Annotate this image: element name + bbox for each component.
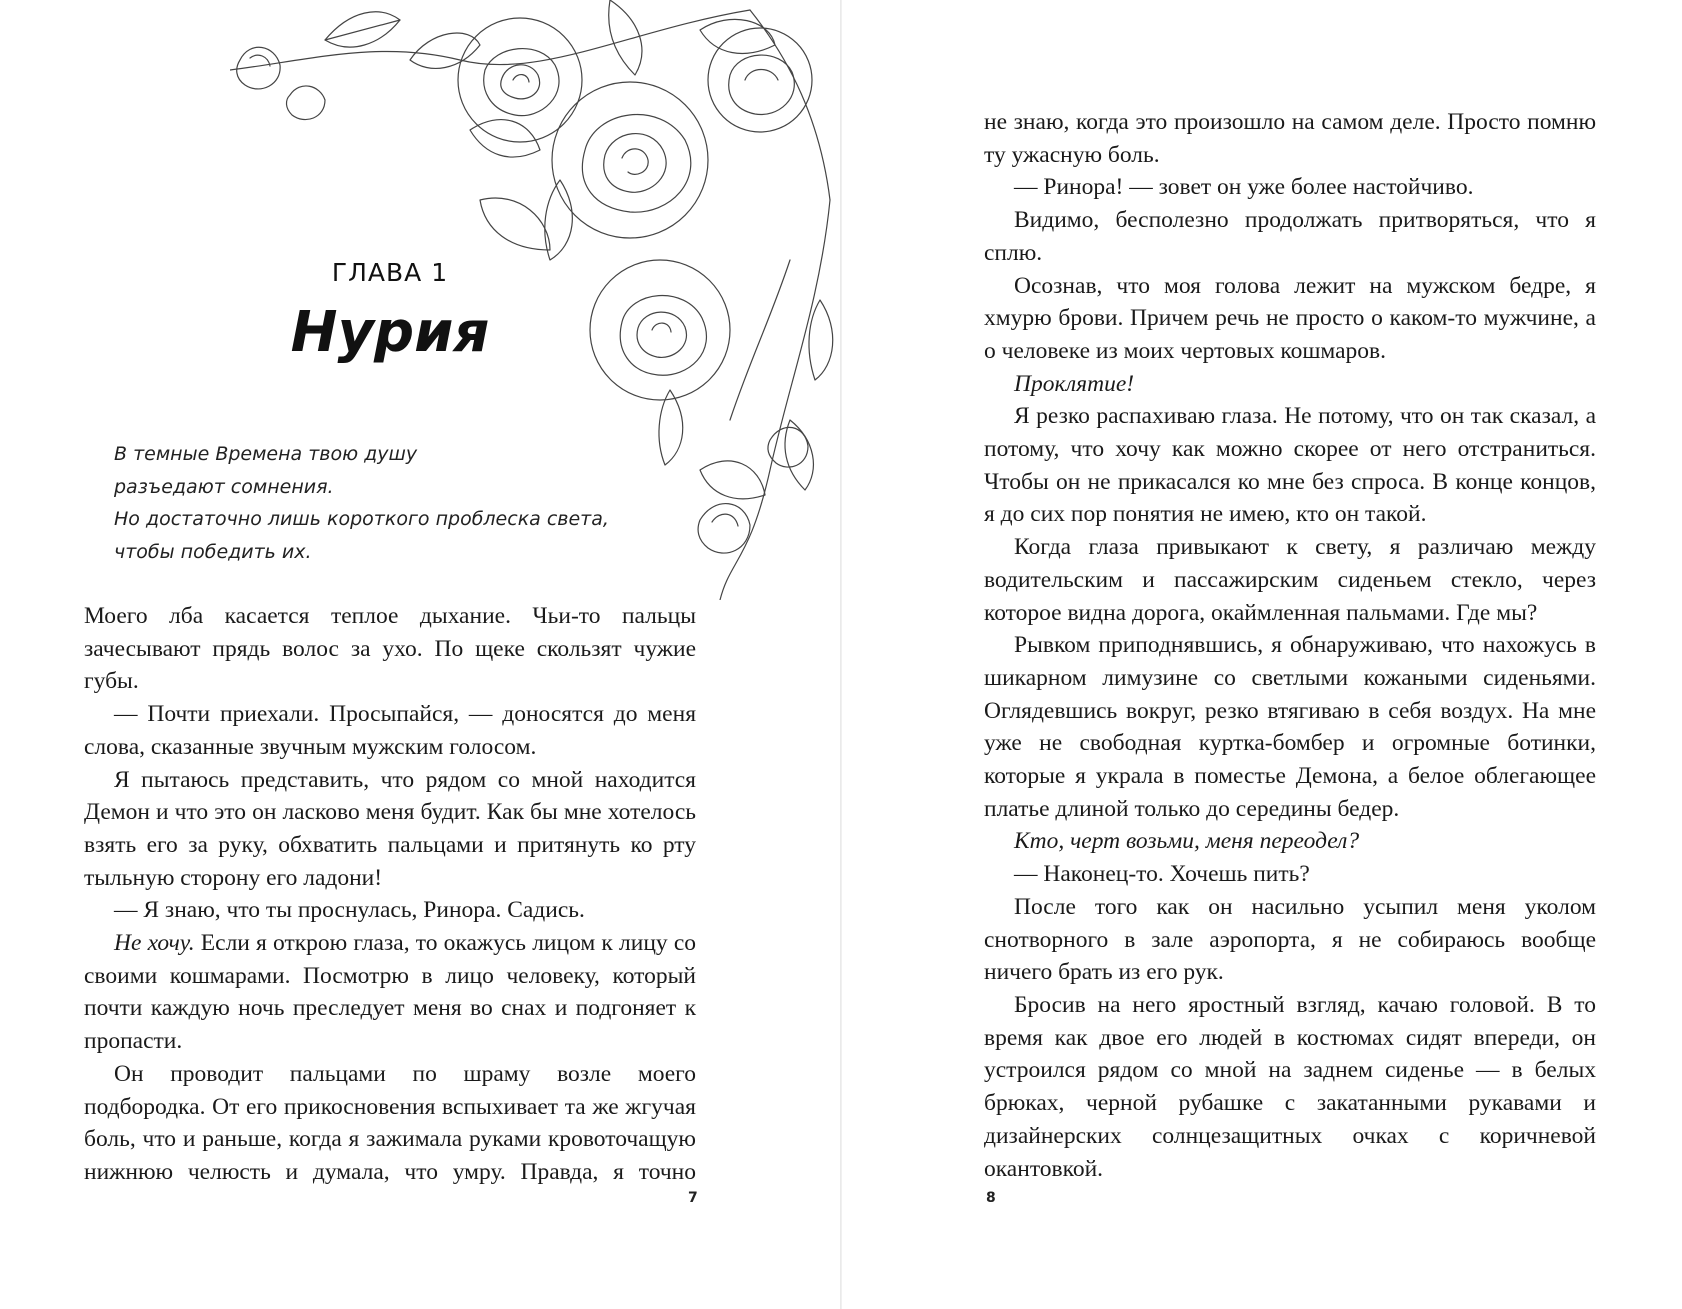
paragraph <box>84 927 696 1058</box>
left-page <box>0 0 840 1309</box>
paragraph: Рывком приподнявшись, я обнаруживаю, что нахожусь в шикарном лимузине со светлыми кожаными сиденьями. Оглядевшись вокруг, резко втягиваю в себя воздух. На мне уже не свободная куртка-бомбер и огромные ботинки, которые я украла в поместье Демона, а белое облегающее платье длиной только до середины бедер. <box>984 632 1596 822</box>
paragraph: Он проводит пальцами по шраму возле моего подбородка. От его прикосновения вспыхивает та же жгучая боль, что и раньше, когда я зажимала руками кровоточащую нижнюю челюсть и думала, что умру. Правда, я точно <box>84 1060 696 1185</box>
italic-phrase: Проклятие! <box>1014 370 1135 397</box>
page-number: 8 <box>986 1190 996 1206</box>
paragraph: — Ринора! — зовет он уже более настойчиво. <box>1014 174 1474 201</box>
paragraph <box>984 368 1596 401</box>
epigraph-line: В темные Времена твою душу <box>114 443 418 465</box>
paragraph: — Наконец-то. Хочешь пить? <box>1014 861 1310 888</box>
epigraph <box>114 438 634 569</box>
paragraph: Бросив на него яростный взгляд, качаю головой. В то время как двое его людей в костюмах сидят впереди, он устроился рядом со мной на заднем сиденье — в белых брюках, черной рубашке с закатанными рукавами и дизайнерских солнцезащитных очках с коричневой окантовкой. <box>984 991 1596 1182</box>
epigraph-line: чтобы победить их. <box>114 541 312 564</box>
paragraph: Когда глаза привыкают к свету, я различаю между водительским и пассажирским сиденьем стекло, через которое видна дорога, окаймленная пальмами. Где мы? <box>984 534 1596 626</box>
chapter-title: Нурия <box>290 300 490 365</box>
italic-phrase: Кто, черт возьми, меня переодел? <box>1014 828 1360 855</box>
right-page <box>842 0 1682 1309</box>
paragraph: не знаю, когда это произошло на самом деле. Просто помню ту ужасную боль. <box>984 109 1596 168</box>
paragraph: Осознав, что моя голова лежит на мужском бедре, я хмурю брови. Причем речь не просто о каком-то мужчине, а о человеке из моих чертовых кошмаров. <box>984 272 1596 364</box>
page-number: 7 <box>688 1190 698 1206</box>
paragraph-text: Если я открою глаза, то окажусь лицом к лицу со своими кошмарами. Посмотрю в лицо человеку, который почти каждую ночь преследует меня во снах и подгоняет к пропасти. <box>84 930 696 1055</box>
paragraph: — Я знаю, что ты проснулась, Ринора. Садись. <box>114 897 585 924</box>
paragraph <box>984 825 1596 858</box>
left-body-text <box>84 600 696 1189</box>
epigraph-line: Но достаточно лишь короткого проблеска света, <box>114 508 609 531</box>
chapter-label: ГЛАВА 1 <box>331 258 449 287</box>
paragraph: Я резко распахиваю глаза. Не потому, что он так сказал, а потому, что хочу как можно скорее от него отстраниться. Чтобы он не прикасался ко мне без спроса. В конце концов, я до сих пор понятия не имею, кто он такой. <box>984 403 1596 528</box>
paragraph: Моего лба касается теплое дыхание. Чьи-то пальцы зачесывают прядь волос за ухо. По щеке скользят чужие губы. <box>84 603 696 695</box>
italic-phrase: Не хочу. <box>114 930 195 957</box>
paragraph: После того как он насильно усыпил меня уколом снотворного в зале аэропорта, я не собираюсь вообще ничего брать из его рук. <box>984 893 1596 986</box>
epigraph-line: разъедают сомнения. <box>114 475 334 498</box>
right-body-text <box>984 106 1596 1185</box>
paragraph: — Почти приехали. Просыпайся, — доносятся до меня слова, сказанные звучным мужским голосом. <box>84 701 696 760</box>
paragraph: Я пытаюсь представить, что рядом со мной находится Демон и что это он ласково меня будит. Как бы мне хотелось взять его за руку, обхватить пальцами и притянуть ко рту тыльную сторону его ладони! <box>84 766 696 891</box>
paragraph: Видимо, бесполезно продолжать притворяться, что я сплю. <box>984 207 1596 266</box>
